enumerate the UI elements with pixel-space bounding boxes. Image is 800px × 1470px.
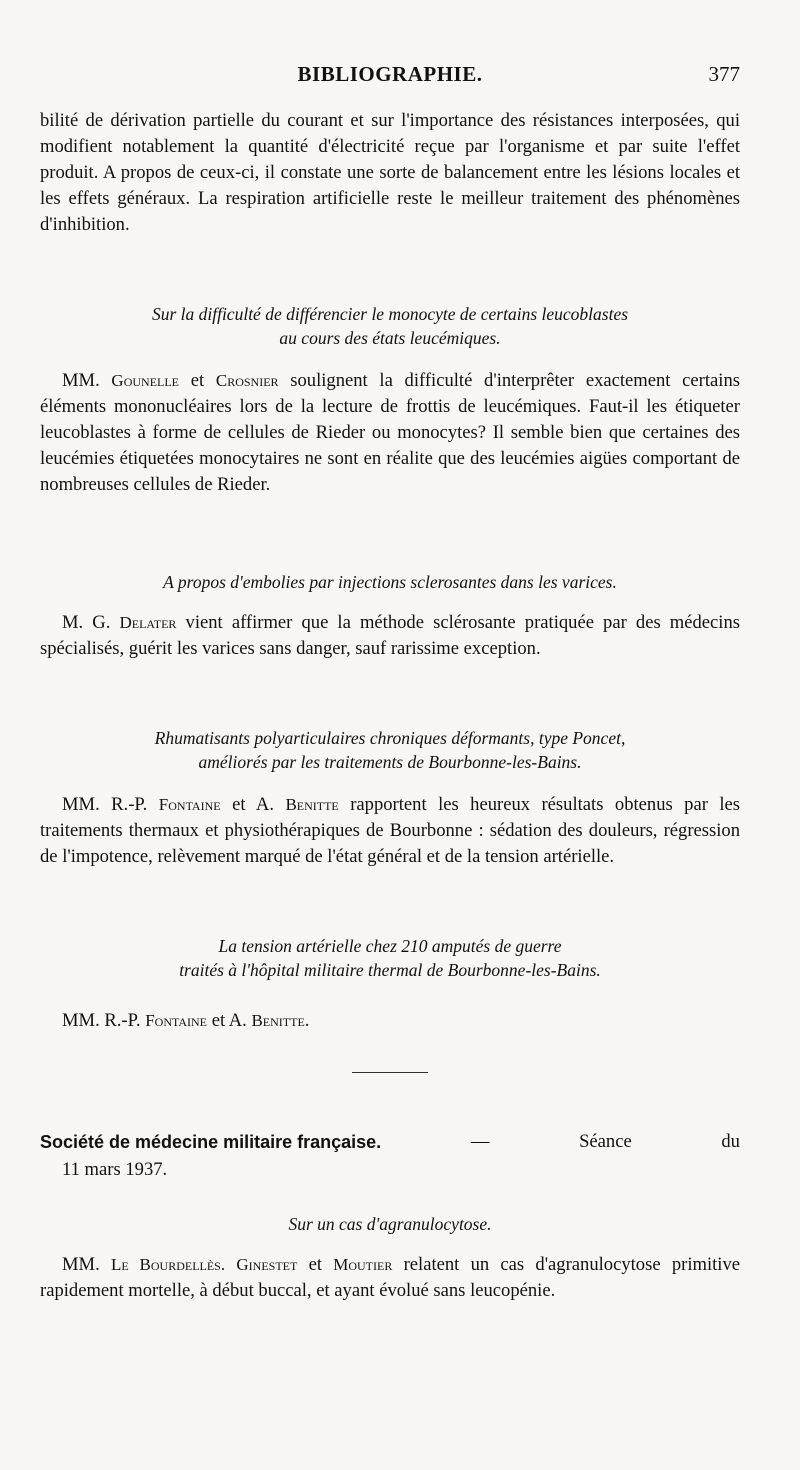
- author-name: Crosnier: [215, 371, 279, 390]
- paragraph: [40, 610, 740, 662]
- author-name: Fontaine: [158, 795, 221, 814]
- author-name: Moutier: [333, 1255, 393, 1274]
- authors-prefix: MM. R.-P.: [62, 1010, 141, 1031]
- society-line: [40, 1128, 740, 1156]
- conjunction: et A.: [211, 1010, 247, 1031]
- society-dash: —: [470, 1131, 490, 1152]
- section-heading: [40, 302, 740, 350]
- author-name: Ginestet: [236, 1255, 298, 1274]
- page-number: 377: [708, 62, 740, 86]
- society-name: Société de médecine militaire française.: [40, 1132, 382, 1152]
- heading-line: au cours des états leucémiques.: [279, 328, 501, 348]
- section-heading: A propos d'embolies par injections sclerosantes dans les varices.: [163, 572, 617, 592]
- authors-prefix: MM.: [62, 1254, 100, 1275]
- period: .: [304, 1010, 310, 1031]
- heading-line: traités à l'hôpital militaire thermal de Bourbonne-les-Bains.: [179, 960, 601, 980]
- section-heading: [40, 934, 740, 982]
- heading-line: La tension artérielle chez 210 amputés de guerre: [218, 936, 562, 956]
- heading-line: Sur la difficulté de différencier le monocyte de certains leucoblastes: [151, 304, 629, 324]
- authors-prefix: M. G.: [62, 612, 111, 633]
- paragraph-text: soulignent la difficulté d'interprêter exactement certains éléments mononucléaires lors de la lecture de frottis de leucémiques. Faut-il les étiqueter leucoblastes à forme de cellules de Rieder ou monocytes? Il semble bien que certaines des leucémies étiquetées monocytaires ne sont en réalite que des leucémies aigües comportant de nombreuses cellules de Rieder.: [40, 370, 740, 495]
- author-name: Delater: [119, 613, 177, 632]
- conjunction: et: [308, 1254, 322, 1275]
- running-title: BIBLIOGRAPHIE.: [297, 62, 483, 86]
- heading-line: Rhumatisants polyarticulaires chroniques déformants, type Poncet,: [154, 728, 626, 748]
- author-name: Benitte: [285, 795, 339, 814]
- seance-label: Séance: [579, 1131, 632, 1152]
- society-date: 11 mars 1937.: [62, 1159, 168, 1180]
- author-name: Fontaine: [145, 1011, 208, 1030]
- section-divider: [352, 1072, 428, 1073]
- conjunction: et A.: [232, 794, 274, 815]
- paragraph: [40, 792, 740, 870]
- conjunction: et: [190, 370, 205, 391]
- continuation-paragraph: bilité de dérivation partielle du courant et sur l'importance des résistances interposées, qui modifient notablement la quantité d'électricité reçue par l'organisme et par suite l'effet produit. A propos de ceux-ci, il constate une sorte de balancement entre les lésions locales et les effets généraux. La respiration artificielle reste le meilleur traitement des phénomènes d'inhibition.: [40, 110, 740, 235]
- society-heading: [40, 1128, 740, 1184]
- author-name: Gounelle: [111, 371, 180, 390]
- running-head: [40, 62, 740, 92]
- section-heading: Sur un cas d'agranulocytose.: [288, 1214, 492, 1234]
- paragraph: [40, 368, 740, 498]
- authors-prefix: MM.: [62, 370, 100, 391]
- author-name: Benitte: [251, 1011, 305, 1030]
- heading-line: améliorés par les traitements de Bourbonne-les-Bains.: [198, 752, 582, 772]
- section-heading: [40, 726, 740, 774]
- paragraph: [40, 1008, 740, 1034]
- author-name: Le Bourdellès.: [110, 1255, 226, 1274]
- du-label: du: [721, 1131, 740, 1152]
- paragraph-text: rapportent les heureux résultats obtenus par les traitements thermaux et physiothérapiques de Bourbonne : sédation des douleurs, régression de l'impotence, relèvement marqué de l'état général et de la tension artérielle.: [40, 794, 741, 867]
- authors-prefix: MM. R.-P.: [62, 794, 148, 815]
- paragraph-text: vient affirmer que la méthode sclérosante pratiquée par des médecins spécialisés, guérit les varices sans danger, sauf rarissime exception.: [40, 612, 741, 659]
- paragraph: [40, 1252, 740, 1304]
- paragraph-text: relatent un cas d'agranulocytose primitive rapidement mortelle, à début buccal, et ayant évolué sans leucopénie.: [40, 1254, 741, 1301]
